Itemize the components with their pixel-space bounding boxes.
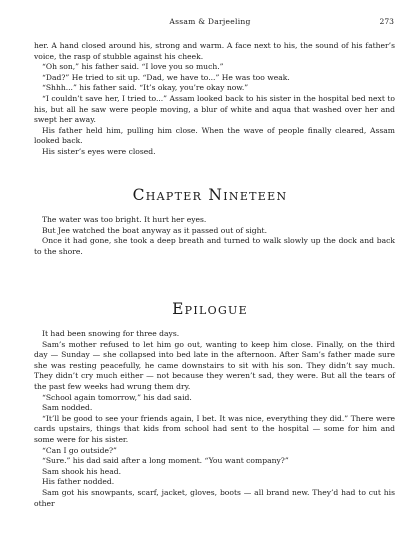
- running-head: Assam & Darjeeling: [169, 17, 251, 26]
- paragraph: Sam nodded.: [41, 403, 93, 413]
- paragraph: “I couldn’t save her, I tried to...” Assam looked back to his sister in the hospital bed next to his, but all he saw were people moving, a blur of white and aqua that washed over her and swept her away.: [34, 93, 395, 125]
- chapter-nineteen-title: Chapter Nineteen: [132, 186, 288, 204]
- paragraph: Sam shook his head.: [41, 466, 122, 476]
- chapter-nineteen-text: [34, 215, 395, 257]
- page-number: 273: [379, 17, 394, 26]
- paragraph: His father held him, pulling him close. When the wave of people finally cleared, Assam looked back.: [34, 125, 395, 146]
- paragraph: “Dad?” He tried to sit up. “Dad, we have to...” He was too weak.: [41, 72, 290, 82]
- paragraph: His sister’s eyes were closed.: [41, 146, 156, 156]
- paragraph: “Sure.” his dad said after a long moment. “You want company?”: [41, 456, 289, 466]
- page-header: [26, 17, 394, 29]
- paragraph: The water was too bright. It hurt her eyes.: [41, 215, 207, 224]
- chapter-eighteen-ending: [34, 41, 395, 158]
- paragraph: “School again tomorrow,” his dad said.: [41, 392, 192, 402]
- epilogue-title: Epilogue: [172, 300, 248, 318]
- paragraph: Once it had gone, she took a deep breath and turned to walk slowly up the dock and back to the shore.: [34, 236, 395, 256]
- epilogue-text: [34, 329, 395, 509]
- paragraph: But Jee watched the boat anyway as it passed out of sight.: [41, 225, 268, 235]
- paragraph: “Oh son,” his father said. “I love you so much.”: [41, 62, 224, 72]
- paragraph: her. A hand closed around his, strong and warm. A face next to his, the sound of his father’s voice, the rasp of stubble against his cheek.: [34, 41, 395, 61]
- paragraph: “Can I go outside?”: [41, 445, 117, 455]
- paragraph: Sam’s mother refused to let him go out, wanting to keep him close. Finally, on the third day — Sunday — she collapsed into bed late in the afternoon. After Sam’s father made sure she was resting peacefully, he came downstairs to sit with his son. They didn’t say much. They didn’t cry much either — not because they weren’t sad, they were. But all the tears of the past few weeks had wrung them dry.: [34, 339, 395, 391]
- paragraph: “It’ll be good to see your friends again, I bet. It was nice, everything they did.” There were cards upstairs, things that kids from school had sent to the hospital — some for him and some were for his sister.: [34, 413, 395, 444]
- paragraph: His father nodded.: [41, 477, 115, 487]
- paragraph: Sam got his snowpants, scarf, jacket, gloves, boots — all brand new. They’d had to cut his other: [34, 487, 395, 508]
- paragraph: “Shhh...” his father said. “It’s okay, you’re okay now.”: [41, 83, 249, 93]
- paragraph: It had been snowing for three days.: [41, 329, 180, 338]
